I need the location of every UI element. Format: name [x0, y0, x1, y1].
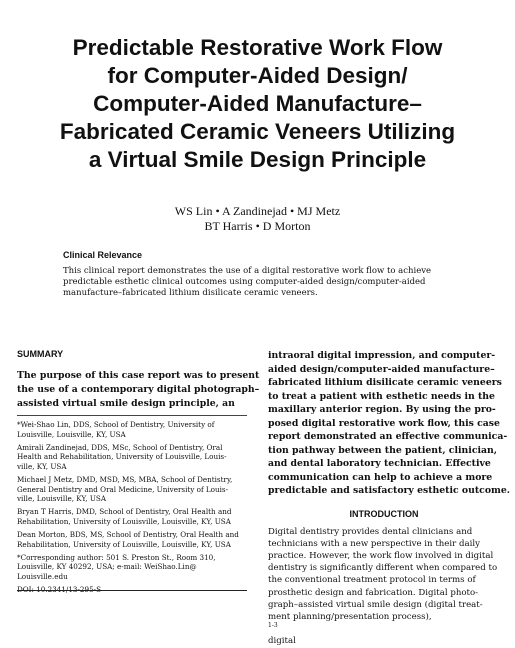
- text-line: Dean Morton, BDS, MS, School of Dentistry, Oral Health and: [17, 529, 239, 539]
- title-line: Computer-Aided Manufacture–: [93, 91, 422, 116]
- text-line: manufacture–fabricated lithium disilicate ceramic veneers.: [63, 288, 318, 298]
- doi: DOI: 10.2341/13-295-S: [17, 584, 101, 594]
- text-line: and dental laboratory technician. Effective: [268, 458, 491, 469]
- affiliation-metz: [17, 475, 247, 504]
- corresponding-author: [17, 553, 247, 582]
- author-list: [0, 204, 515, 234]
- text-line: Health and Rehabilitation, University of Louisville, Louis-: [17, 452, 227, 462]
- text-line: graph–assisted virtual smile design (digital treat-: [268, 599, 483, 610]
- text-line: The purpose of this case report was to present: [17, 370, 260, 381]
- text-line: to treat a patient with esthetic needs in the: [268, 390, 495, 402]
- text-fragment: digital: [268, 636, 296, 647]
- summary-heading: SUMMARY: [17, 349, 64, 359]
- text-line: Amirali Zandinejad, DDS, MSc, School of Dentistry, Oral: [17, 442, 223, 452]
- introduction-text: [268, 526, 500, 648]
- introduction-heading: INTRODUCTION: [349, 508, 419, 519]
- text-line: practice. However, the work flow involved in digital: [268, 550, 494, 561]
- text-line: This clinical report demonstrates the use of a digital restorative work flow to achieve: [63, 266, 432, 276]
- text-line: *Corresponding author: 501 S. Preston St., Room 310,: [17, 552, 216, 562]
- text-line: Rehabilitation, University of Louisville, Louisville, KY, USA: [17, 516, 231, 526]
- text-line: tion pathway between the patient, clinician,: [268, 444, 498, 456]
- text-line: Digital dentistry provides dental clinicians and: [268, 526, 473, 537]
- text-line: Louisville.edu: [17, 571, 68, 581]
- text-line: Michael J Metz, DMD, MSD, MS, MBA, School of Dentistry,: [17, 474, 233, 484]
- text-line: Bryan T Harris, DMD, School of Dentistry, Oral Health and: [17, 507, 232, 517]
- text-line: report demonstrated an effective communica-: [268, 431, 508, 442]
- text-line: aided design/computer-aided manufacture–: [268, 363, 495, 375]
- citation-ref: 1-3: [268, 622, 278, 630]
- affiliation-harris: [17, 507, 247, 526]
- text-line: intraoral digital impression, and computer-: [268, 350, 496, 361]
- text-line: posed digital restorative work flow, this case: [268, 417, 500, 429]
- text-line: General Dentistry and Oral Medicine, University of Louis-: [17, 484, 229, 494]
- right-column: [268, 349, 511, 648]
- affiliation-morton: [17, 530, 247, 549]
- title-line: for Computer-Aided Design/: [107, 63, 408, 88]
- clinical-relevance-heading: Clinical Relevance: [63, 250, 143, 260]
- article-title: [14, 34, 501, 174]
- footer-divider: [17, 590, 247, 591]
- summary-continued: [268, 349, 511, 498]
- affiliation-zandinejad: [17, 443, 247, 472]
- text-line: assisted virtual smile design principle, an: [17, 398, 235, 409]
- text-line: Louisville, KY 40292, USA; e-mail: WeiShao.Lin@: [17, 562, 197, 572]
- author-line-2: BT Harris • D Morton: [204, 219, 311, 233]
- text-line: communication can help to achieve a more: [268, 471, 493, 483]
- title-line: a Virtual Smile Design Principle: [88, 147, 427, 172]
- text-line: the conventional treatment protocol in terms of: [268, 575, 476, 586]
- text-line: predictable esthetic clinical outcomes using computer-aided design/computer-aided: [63, 277, 426, 287]
- text-line: *Wei-Shao Lin, DDS, School of Dentistry, University of: [17, 420, 215, 429]
- text-fragment: ment planning/presentation process),: [268, 611, 432, 622]
- title-line: Fabricated Ceramic Veneers Utilizing: [59, 119, 456, 144]
- text-line: Louisville, Louisville, KY, USA: [17, 429, 126, 439]
- text-line: [268, 611, 500, 648]
- text-line: ville, Louisville, KY, USA: [17, 494, 107, 504]
- text-line: predictable and satisfactory esthetic outcome.: [268, 485, 511, 496]
- clinical-relevance-text: [63, 266, 455, 299]
- title-line: Predictable Restorative Work Flow: [72, 35, 443, 60]
- summary-text: [17, 369, 260, 411]
- affiliation-lin: [17, 420, 247, 439]
- left-column: [17, 348, 260, 595]
- text-line: dentistry is significantly different when compared to: [268, 563, 498, 574]
- text-line: the use of a contemporary digital photograph–: [17, 384, 260, 395]
- text-line: Rehabilitation, University of Louisville, Louisville, KY, USA: [17, 539, 231, 549]
- text-line: technicians with a new perspective in their daily: [268, 538, 480, 549]
- divider: [17, 415, 247, 416]
- text-line: maxillary anterior region. By using the pro-: [268, 404, 496, 415]
- text-line: ville, KY, USA: [17, 461, 67, 471]
- text-line: fabricated lithium disilicate ceramic veneers: [268, 377, 502, 388]
- text-line: prosthetic design and fabrication. Digital photo-: [268, 587, 479, 598]
- author-line-1: WS Lin • A Zandinejad • MJ Metz: [174, 204, 341, 218]
